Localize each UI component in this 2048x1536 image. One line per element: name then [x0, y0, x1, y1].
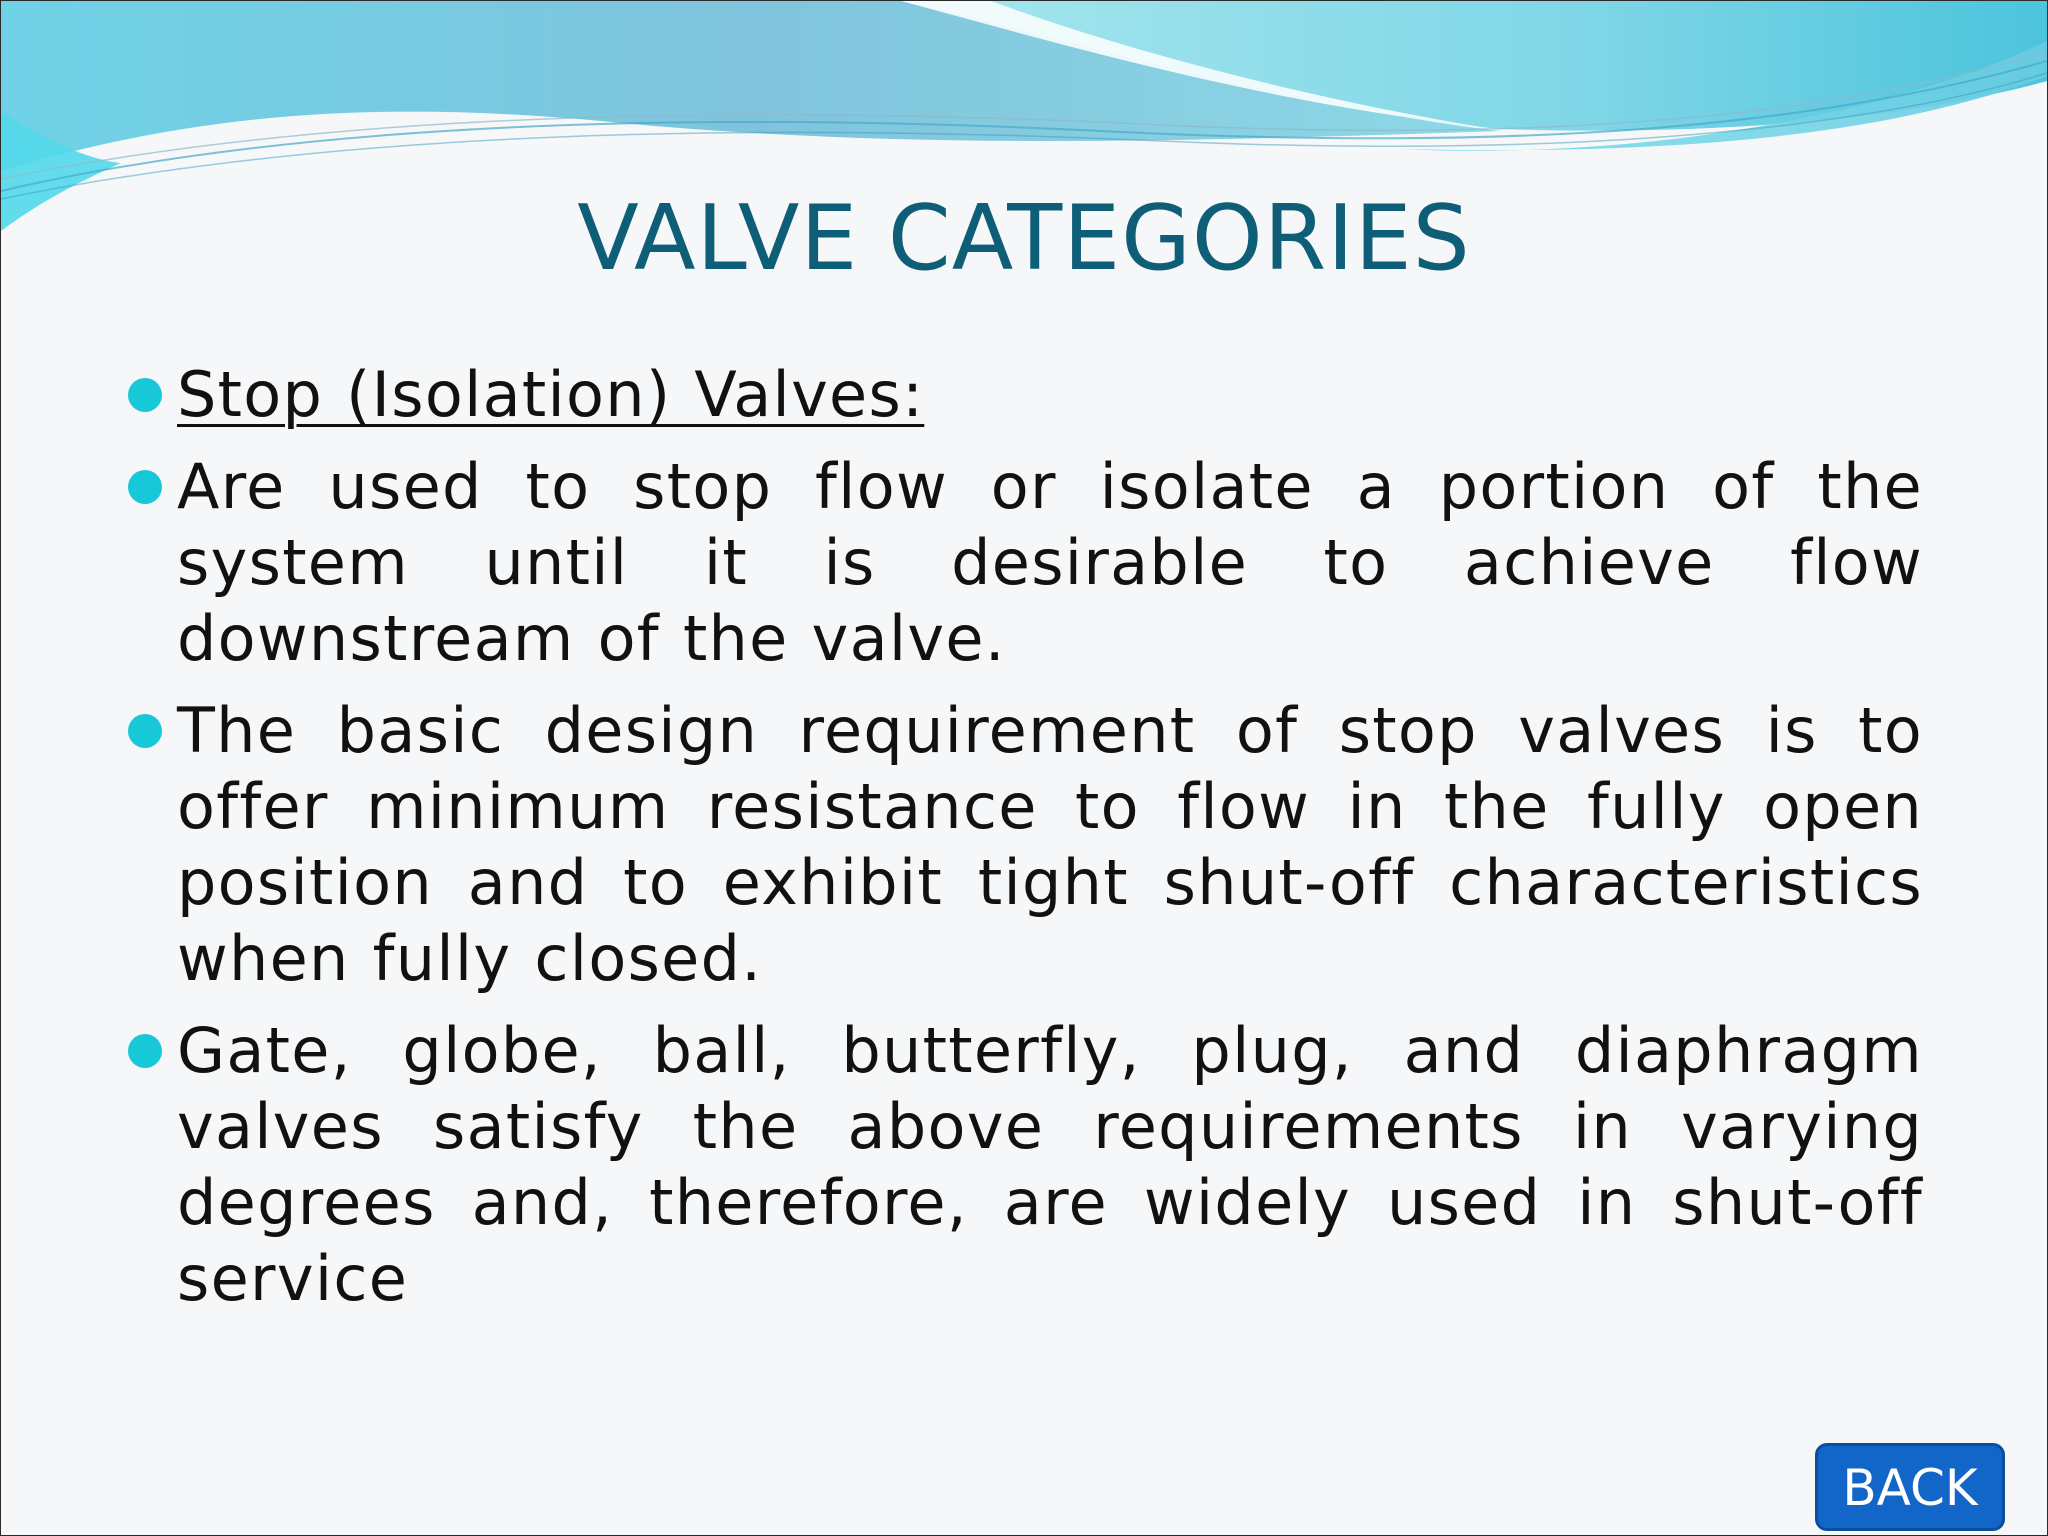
bullet-text: Are used to stop flow or isolate a portion of the system until it is desirable to achieve flow downstream of the valve. [177, 450, 1923, 675]
bullet-icon [128, 714, 162, 748]
bullet-icon [128, 378, 162, 412]
bullet-item [125, 1013, 1923, 1317]
bullet-list [125, 357, 1923, 1333]
bullet-icon [128, 470, 162, 504]
bullet-text: Gate, globe, ball, butterfly, plug, and diaphragm valves satisfy the above requirements in varying degrees and, therefore, are widely used in shut-off service [177, 1014, 1923, 1315]
slide-title: VALVE CATEGORIES [577, 186, 1471, 291]
bullet-text: The basic design requirement of stop valves is to offer minimum resistance to flow in the fully open position and to exhibit tight shut-off characteristics when fully closed. [177, 694, 1923, 995]
bullet-icon [128, 1034, 162, 1068]
back-button[interactable]: BACK [1815, 1443, 2005, 1531]
bullet-item-heading [125, 357, 1923, 433]
bullet-heading-text: Stop (Isolation) Valves: [177, 358, 925, 431]
bullet-item [125, 693, 1923, 997]
bullet-item [125, 449, 1923, 677]
